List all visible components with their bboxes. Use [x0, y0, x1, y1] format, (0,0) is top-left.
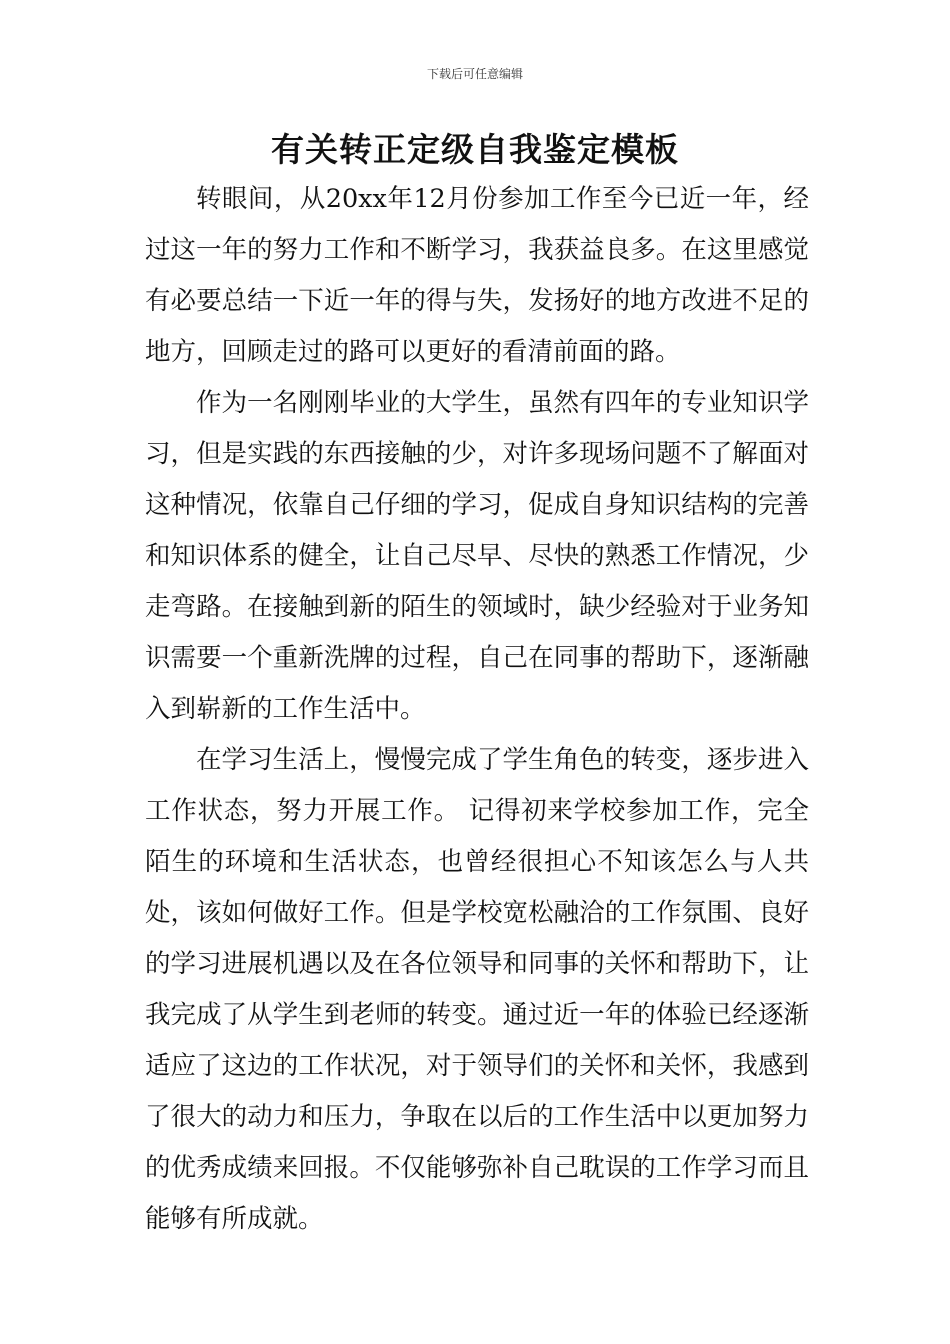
document-title: 有关转正定级自我鉴定模板 [271, 130, 679, 169]
document-body [145, 174, 809, 1245]
paragraph-2: 作为一名刚刚毕业的大学生，虽然有四年的专业知识学习，但是实践的东西接触的少，对许多现场问题不了解面对这种情况，依靠自己仔细的学习，促成自身知识结构的完善和知识体系的健全，让自己尽早、尽快的熟悉工作情况，少走弯路。在接触到新的陌生的领域时，缺少经验对于业务知识需要一个重新洗牌的过程，自己在同事的帮助下，逐渐融入到崭新的工作生活中。 [145, 388, 809, 724]
paragraph-1: 转眼间，从20xx年12月份参加工作至今已近一年，经过这一年的努力工作和不断学习，我获益良多。在这里感觉有必要总结一下近一年的得与失，发扬好的地方改进不足的地方，回顾走过的路可以更好的看清前面的路。 [145, 184, 809, 367]
header-note: 下载后可任意编辑 [426, 67, 523, 81]
paragraph-3: 在学习生活上，慢慢完成了学生角色的转变，逐步进入工作状态，努力开展工作。 记得初来学校参加工作，完全陌生的环境和生活状态，也曾经很担心不知该怎么与人共处，该如何做好工作。但是学校宽松融洽的工作氛围、良好的学习进展机遇以及在各位领导和同事的关怀和帮助下，让我完成了从学生到老师的转变。通过近一年的体验已经逐渐适应了这边的工作状况，对于领导们的关怀和关怀，我感到了很大的动力和压力，争取在以后的工作生活中以更加努力的优秀成绩来回报。不仅能够弥补自己耽误的工作学习而且能够有所成就。 [145, 745, 809, 1234]
